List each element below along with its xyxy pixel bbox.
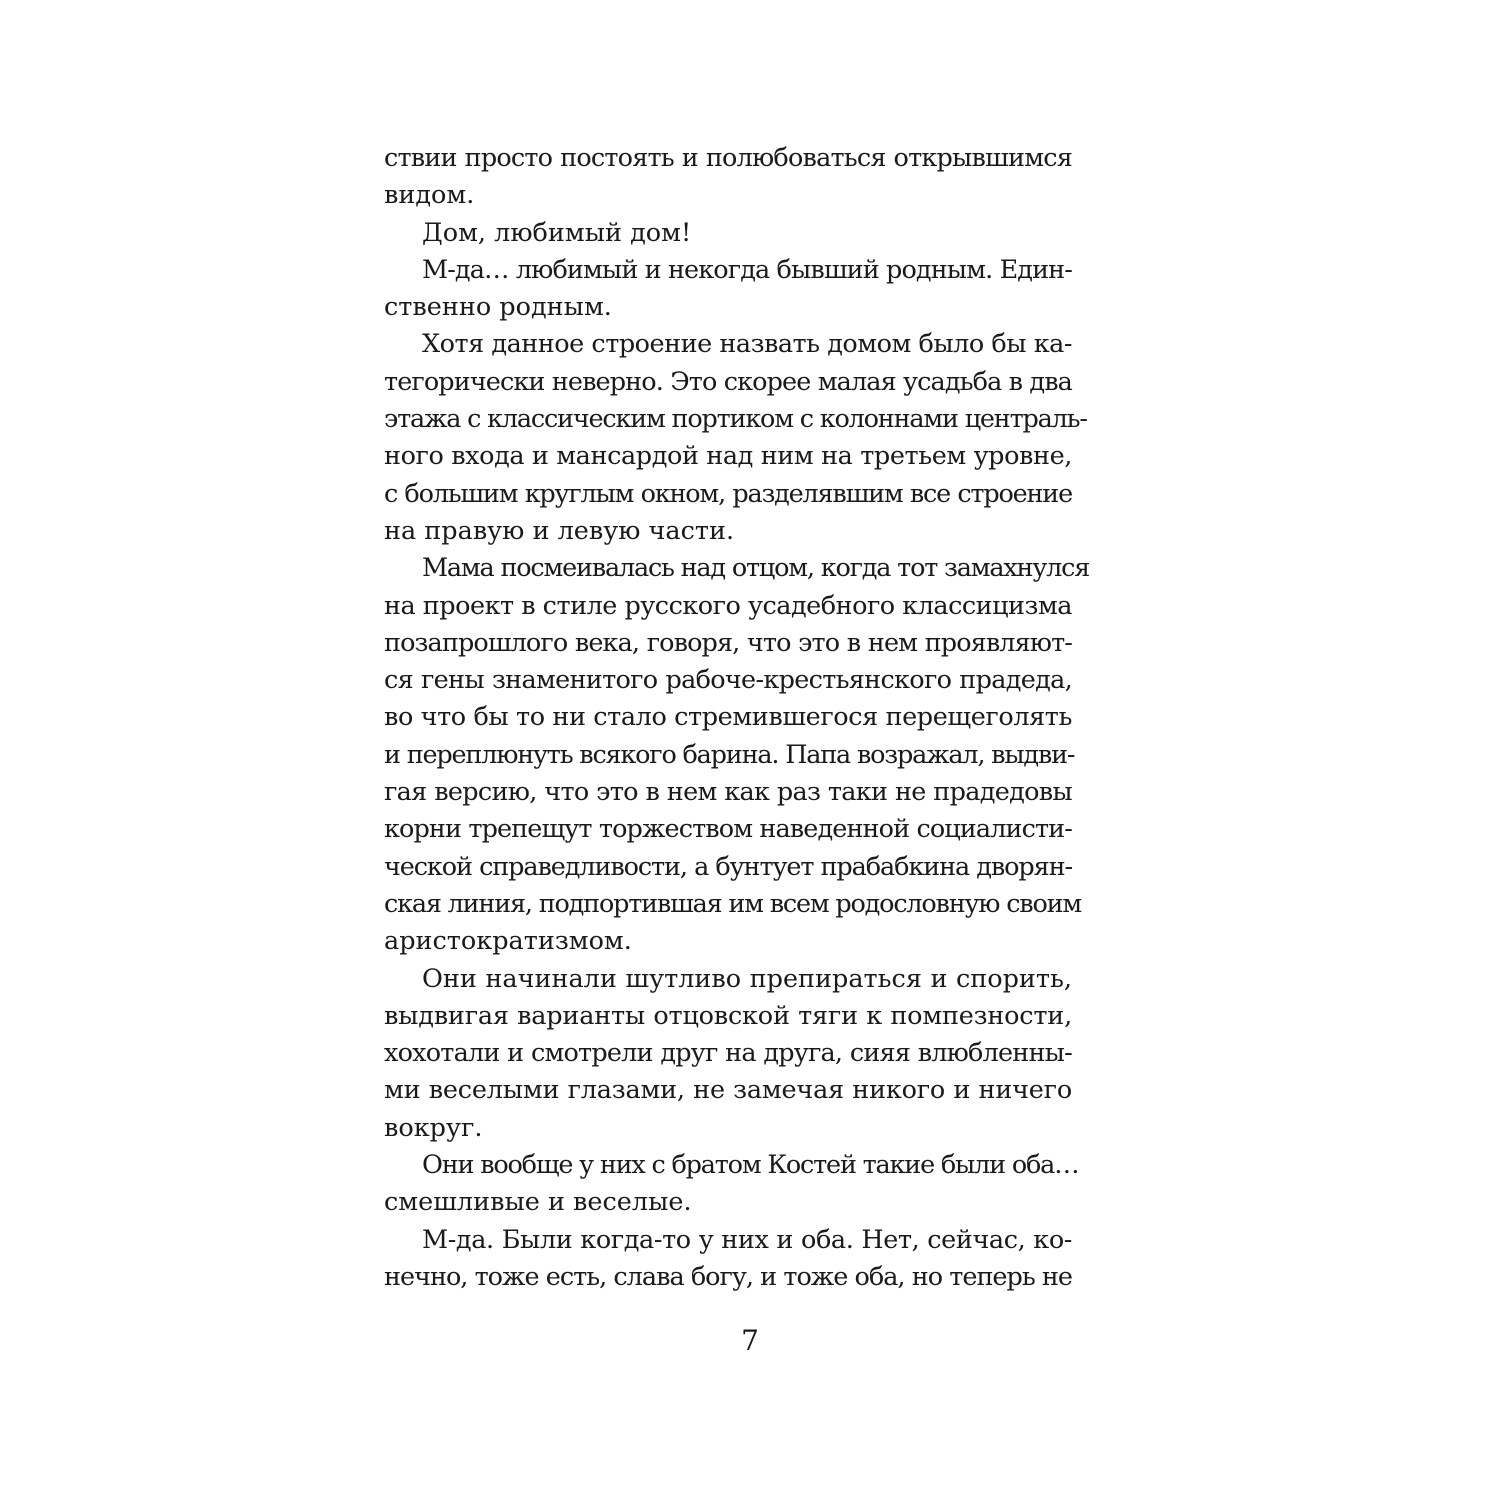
text-line: тегорически неверно. Это скорее малая усадьба в два bbox=[384, 366, 1072, 397]
text-line: и переплюнуть всякого барина. Папа возражал, выдви- bbox=[384, 739, 1075, 770]
text-line: смешливые и веселые. bbox=[384, 1187, 692, 1218]
text-line: ствии просто постоять и полюбоваться открывшимся bbox=[384, 143, 1072, 173]
text-line: аристократизмом. bbox=[384, 926, 632, 957]
text-line: ственно родным. bbox=[384, 292, 612, 323]
text-line: Мама посмеивалась над отцом, когда тот замахнулся bbox=[422, 553, 1090, 584]
text-line: нечно, тоже есть, слава богу, и тоже оба, но теперь не bbox=[384, 1261, 1072, 1292]
text-line: на проект в стиле русского усадебного классицизма bbox=[384, 590, 1072, 621]
text-line: ми веселыми глазами, не замечая никого и ничего bbox=[384, 1075, 1072, 1106]
text-line: вокруг. bbox=[384, 1112, 483, 1143]
text-line: Они вообще у них с братом Костей такие были оба… bbox=[422, 1150, 1079, 1181]
text-line: ская линия, подпортившая им всем родословную своим bbox=[384, 888, 1082, 919]
text-line: Хотя данное строение назвать домом было бы ка- bbox=[422, 329, 1072, 360]
text-line: корни трепещут торжеством наведенной социалисти- bbox=[384, 814, 1072, 845]
text-line: выдвигая варианты отцовской тяги к помпезности, bbox=[384, 1000, 1072, 1031]
text-line: Они начинали шутливо препираться и спорить, bbox=[422, 963, 1072, 994]
text-line: с большим круглым окном, разделявшим все строение bbox=[384, 478, 1072, 509]
text-line: гая версию, что это в нем как раз таки не прадедовы bbox=[384, 777, 1072, 808]
page-number: 7 bbox=[741, 1324, 759, 1357]
text-line: на правую и левую части. bbox=[384, 515, 735, 546]
text-line: хохотали и смотрели друг на друга, сияя влюбленны- bbox=[384, 1038, 1072, 1069]
text-line: видом. bbox=[384, 180, 475, 211]
text-line: во что бы то ни стало стремившегося перещеголять bbox=[384, 702, 1072, 733]
text-line: ческой справедливости, а бунтует прабабкина дворян- bbox=[384, 851, 1072, 882]
text-line: ся гены знаменитого рабоче-крестьянского прадеда, bbox=[384, 665, 1072, 696]
text-line: этажа с классическим портиком с колоннами централь- bbox=[384, 404, 1087, 435]
body-text bbox=[384, 140, 1090, 1296]
text-line: позапрошлого века, говоря, что это в нем проявляют- bbox=[384, 627, 1072, 658]
text-line: ного входа и мансардой над ним на третьем уровне, bbox=[384, 441, 1072, 472]
text-line: М-да… любимый и некогда бывший родным. Един- bbox=[422, 254, 1072, 285]
text-line: Дом, любимый дом! bbox=[422, 217, 692, 248]
text-line: М-да. Были когда-то у них и оба. Нет, сейчас, ко- bbox=[422, 1224, 1072, 1255]
